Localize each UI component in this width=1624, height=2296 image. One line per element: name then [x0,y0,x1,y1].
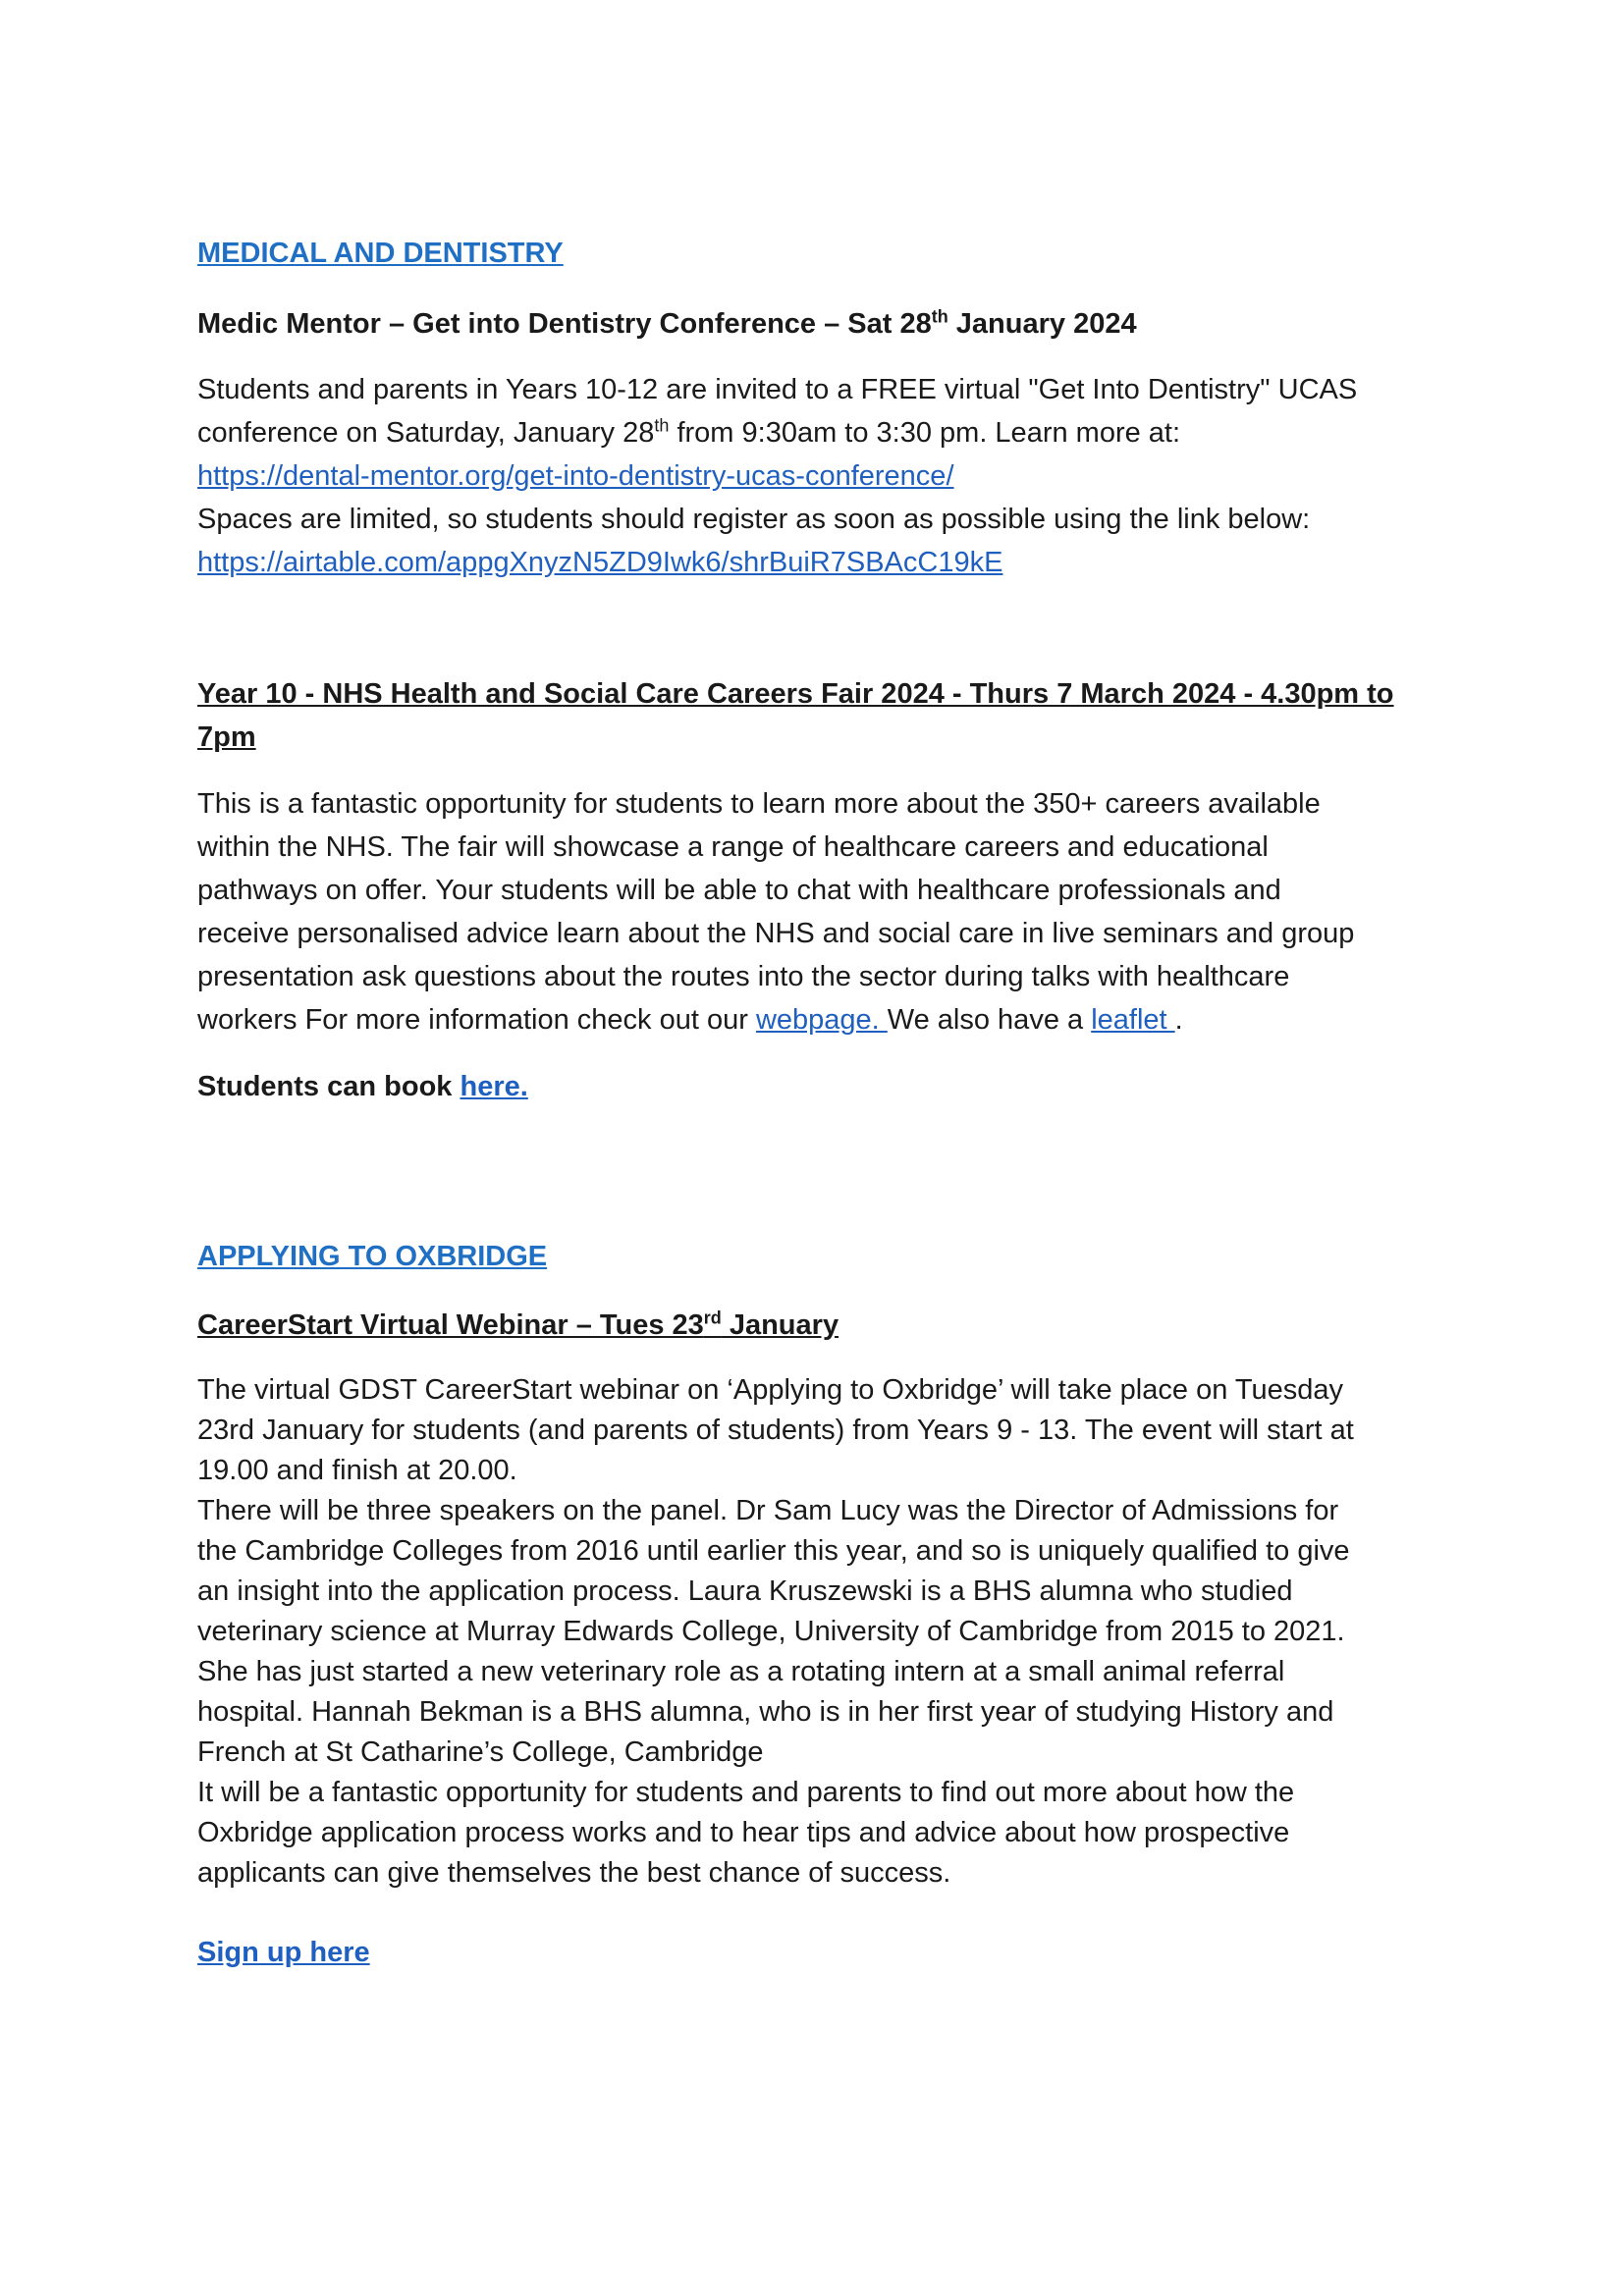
body-line: Spaces are limited, so students should register as soon as possible using the link below: [197,504,1311,535]
body-line: She has just started a new veterinary role as a rotating intern at a small animal referral [197,1656,1285,1687]
sign-up-line [197,1931,1464,1974]
section-heading-oxbridge: APPLYING TO OXBRIDGE [197,1241,548,1272]
body-line: 23rd January for students (and parents of students) from Years 9 - 13. The event will start at [197,1415,1354,1446]
webpage-link[interactable]: webpage. [755,1004,888,1036]
dentistry-conference-body [197,368,1464,584]
body-line: receive personalised advice learn about the NHS and social care in live seminars and group [197,918,1355,949]
body-line: It will be a fantastic opportunity for students and parents to find out more about how the [197,1777,1295,1808]
body-line: applicants can give themselves the best chance of success. [197,1857,951,1889]
body-line: hospital. Hannah Bekman is a BHS alumna, who is in her first year of studying History and [197,1696,1334,1728]
nhs-careers-fair-title: Year 10 - NHS Health and Social Care Careers Fair 2024 - Thurs 7 March 2024 - 4.30pm to 7pm [197,678,1394,753]
book-here-link[interactable]: here. [460,1071,528,1102]
sign-up-link[interactable]: Sign up here [197,1937,370,1968]
body-line: workers For more information check out our webpage. We also have a leaflet . [197,1004,1183,1036]
body-line: 19.00 and finish at 20.00. [197,1455,517,1486]
body-line: conference on Saturday, January 28th from 9:30am to 3:30 pm. Learn more at: [197,415,1181,449]
link-line [197,454,1464,498]
nhs-careers-fair-body [197,782,1464,1041]
body-line: The virtual GDST CareerStart webinar on ‘Applying to Oxbridge’ will take place on Tuesday [197,1374,1344,1406]
oxbridge-webinar-body [197,1370,1464,1894]
dental-mentor-link[interactable]: https://dental-mentor.org/get-into-dentistry-ucas-conference/ [197,460,954,492]
body-line: There will be three speakers on the panel. Dr Sam Lucy was the Director of Admissions for [197,1495,1339,1526]
body-line: Oxbridge application process works and to hear tips and advice about how prospective [197,1817,1290,1848]
body-line: an insight into the application process. Laura Kruszewski is a BHS alumna who studied [197,1575,1293,1607]
body-line: the Cambridge Colleges from 2016 until earlier this year, and so is uniquely qualified to give [197,1535,1350,1567]
dentistry-conference-title: Medic Mentor – Get into Dentistry Conference – Sat 28th January 2024 [197,306,1137,340]
body-line: presentation ask questions about the routes into the sector during talks with healthcare [197,961,1290,992]
body-line: French at St Catharine’s College, Cambridge [197,1736,764,1768]
airtable-register-link[interactable]: https://airtable.com/appgXnyzN5ZD9Iwk6/shrBuiR7SBAcC19kE [197,547,1003,578]
body-line: Students and parents in Years 10-12 are invited to a FREE virtual "Get Into Dentistry" UCAS [197,374,1358,405]
body-line: within the NHS. The fair will showcase a range of healthcare careers and educational [197,831,1269,863]
body-line: veterinary science at Murray Edwards College, University of Cambridge from 2015 to 2021. [197,1616,1345,1647]
link-line [197,541,1464,584]
careerstart-webinar-title: CareerStart Virtual Webinar – Tues 23rd January [197,1308,839,1341]
leaflet-link[interactable]: leaflet [1091,1004,1175,1036]
section-heading-medical: MEDICAL AND DENTISTRY [197,238,564,269]
students-book-line: Students can book here. [197,1071,528,1102]
body-line: pathways on offer. Your students will be able to chat with healthcare professionals and [197,875,1281,906]
body-line: This is a fantastic opportunity for students to learn more about the 350+ careers available [197,788,1321,820]
